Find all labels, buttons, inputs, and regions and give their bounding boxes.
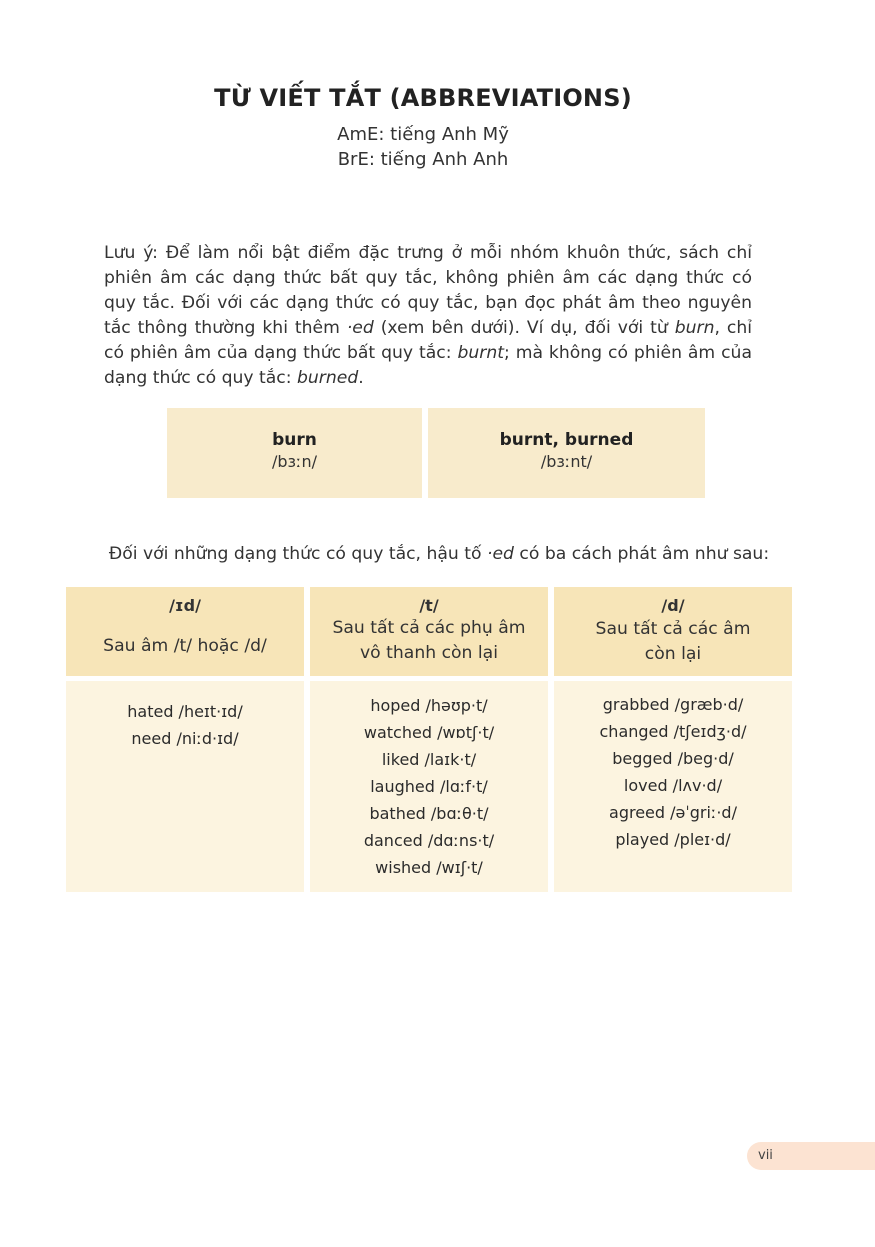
column-ipa: /ɪd/ (169, 596, 201, 615)
note-text: , chỉ có phiên âm của dạng thức bất quy tắc: (104, 318, 752, 363)
burn-base-ipa: /bɜːn/ (272, 452, 317, 471)
intro-text: Đối với những dạng thức có quy tắc, hậu tố (108, 544, 487, 564)
column-body-id (66, 681, 304, 892)
burn-past-word: burnt, burned (499, 430, 634, 450)
word-list (554, 691, 792, 853)
list-item: laughed /lɑːf·t/ (370, 777, 488, 796)
note-text: (xem bên dưới). Ví dụ, đối với từ (373, 318, 675, 338)
ed-intro (104, 544, 774, 564)
burn-base-box (167, 408, 422, 498)
list-item: liked /laɪk·t/ (381, 750, 477, 769)
page-title: TỪ VIẾT TẮT (ABBREVIATIONS) (214, 84, 632, 112)
page-number: vii (758, 1148, 773, 1163)
list-item: played /pleɪ·d/ (615, 830, 731, 849)
list-item: hoped /həʊp·t/ (370, 696, 488, 715)
column-header-t (310, 587, 548, 676)
list-item: grabbed /græb·d/ (602, 695, 744, 714)
column-ipa: /t/ (419, 596, 439, 615)
column-header-id (66, 587, 304, 676)
intro-suffix: ·ed (486, 544, 514, 564)
column-description: vô thanh còn lại (360, 643, 498, 663)
word-list (310, 692, 548, 881)
note-paragraph (104, 241, 752, 391)
list-item: begged /beg·d/ (612, 749, 734, 768)
note-word-burnt: burnt (457, 343, 504, 363)
list-item: danced /dɑːns·t/ (363, 831, 495, 850)
list-item: loved /lʌv·d/ (623, 776, 723, 795)
column-description: còn lại (644, 644, 702, 664)
note-word-burned: burned (297, 368, 359, 388)
list-item: need /niːd·ɪd/ (131, 729, 239, 748)
list-item: changed /tʃeɪdʒ·d/ (599, 722, 747, 741)
column-ipa: /d/ (661, 596, 685, 615)
burn-past-box (428, 408, 705, 498)
abbreviation-ame: AmE: tiếng Anh Mỹ (337, 124, 509, 145)
column-body-d (554, 681, 792, 892)
list-item: wished /wɪʃ·t/ (375, 858, 483, 877)
list-item: watched /wɒtʃ·t/ (363, 723, 495, 742)
note-text: Lưu ý: Để làm nổi bật điểm đặc trưng ở mỗi nhóm khuôn thức, sách chỉ phiên âm các dạng thức bất quy tắc, không phiên âm các dạng thức có quy tắc. Đối với các dạng thức có quy tắc, bạn đọc phát âm theo nguyên tắc thông thường khi thêm (104, 243, 752, 338)
note-text: . (358, 368, 364, 388)
column-body-t (310, 681, 548, 892)
note-word-burn: burn (674, 318, 715, 338)
note-suffix: ·ed (346, 318, 374, 338)
column-description: Sau âm /t/ hoặc /d/ (103, 636, 267, 656)
word-list (66, 698, 304, 752)
column-description: Sau tất cả các phụ âm (332, 618, 526, 638)
column-description: Sau tất cả các âm (595, 619, 751, 639)
burn-base-word: burn (272, 430, 317, 450)
burn-past-ipa: /bɜːnt/ (540, 452, 593, 471)
list-item: bathed /bɑːθ·t/ (369, 804, 489, 823)
abbreviation-bre: BrE: tiếng Anh Anh (337, 149, 509, 170)
list-item: agreed /əˈgriː·d/ (609, 803, 737, 822)
column-header-d (554, 587, 792, 676)
note-text: ; mà không có phiên âm của dạng thức có quy tắc: (104, 343, 752, 388)
page-number-tab (747, 1142, 875, 1170)
list-item: hated /heɪt·ɪd/ (127, 702, 243, 721)
intro-text: có ba cách phát âm như sau: (513, 544, 770, 564)
